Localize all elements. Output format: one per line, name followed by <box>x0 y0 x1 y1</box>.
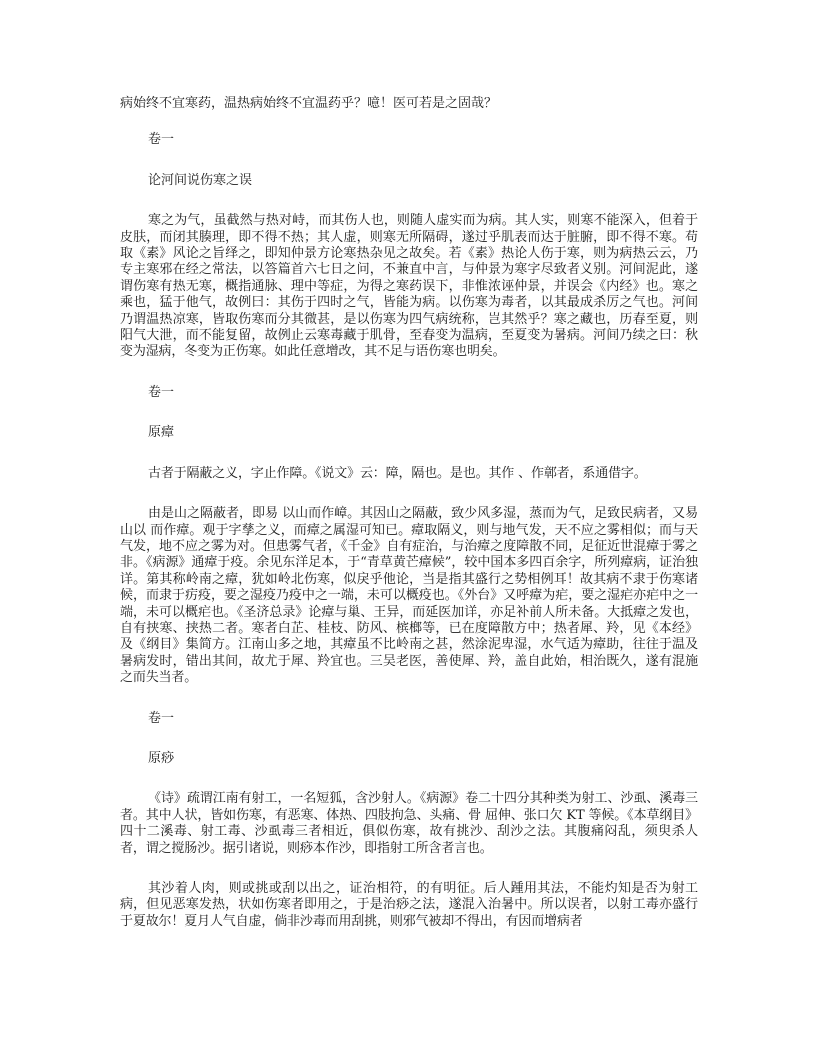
document-page <box>120 96 698 930</box>
volume-heading: 卷一 <box>148 132 175 148</box>
body-paragraph: 古者于隔蔽之义，字止作障。《说文》云：障，隔也。是也。其作 、作鄣者，系通借字。 <box>148 465 647 481</box>
body-paragraph: 由是山之隔蔽者，即易 以山而作嶂。其因山之隔蔽，致少风多湿，蒸而为气，足致民病者，又易山以 而作瘴。观于字孳之义，而瘴之属湿可知已。瘴取隔义，则与地气发，天不应之雾相似；而与天气发，地不应之雾为对。但患雾气者，《千金》自有症治，与治瘴之度障散不同，足征近世混瘴于雾之非。《病源》通瘴于疫。余见东洋足本，于“青草黄芒瘴候”，较中国本多四百余字，所列瘴病，证治独详。第其称岭南之瘴，犹如岭北伤寒，似戾乎他论，当是指其盛行之势相例耳！故其病不隶于伤寒诸候，而隶于疠疫，要之湿疫乃疫中之一端，未可以概疫也。《外台》又呼瘴为疟，要之湿疟亦疟中之一端，未可以概疟也。《圣济总录》论瘴与巢、王异，而延医加详，亦足补前人所未备。大抵瘴之发也，自有挟寒、挟热二者。寒者白芷、桂枝、防风、槟榔等，已在度障散方中；热者犀、羚，见《本经》及《纲目》集简方。江南山多之地，其瘴虽不比岭南之甚，然涂泥卑湿，水气适为瘴助，往往于温及暑病发时，错出其间，故尤于犀、羚宜也。三吴老医，善使犀、羚，盖自此始，相治既久，遂有混施之而失当者。 <box>120 506 698 686</box>
volume-heading: 卷一 <box>148 710 175 726</box>
section-title: 论河间说伤寒之误 <box>148 172 253 188</box>
volume-heading: 卷一 <box>148 384 175 400</box>
body-paragraph: 《诗》疏谓江南有射工，一名短狐，含沙射人。《病源》卷二十四分其种类为射工、沙虱、溪毒三者。其中人状，皆如伤寒，有恶寒、体热、四肢拘急、头痛、骨 屈伸、张口欠 KT 等候。《本草纲目》四十二溪毒、射工毒、沙虱毒三者相近，俱似伤寒，故有挑沙、刮沙之法。其腹痛闷乱，须臾杀人者，谓之搅肠沙。据引诸说，则痧本作沙，即指射工所含者言也。 <box>120 791 698 856</box>
body-paragraph: 其沙着人肉，则或挑或刮以出之，证治相符，的有明征。后人踵用其法，不能灼知是否为射工病，但见恶寒发热，状如伤寒者即用之，于是治痧之法，遂混入治暑中。所以误者，以射工毒亦盛行于夏故尔！夏月人气自虚，倘非沙毒而用刮挑，则邪气被却不得出，有因而增病者 <box>120 881 698 929</box>
body-paragraph: 寒之为气，虽截然与热对峙，而其伤人也，则随人虚实而为病。其人实，则寒不能深入，但着于皮肤，而闭其腠理，即不得不热；其人虚，则寒无所隔碍，遂过乎肌表而达于脏腑，即不得不寒。苟取《素》风论之旨绎之，即知仲景方论寒热杂见之故矣。若《素》热论人伤于寒，则为病热云云，乃专主寒邪在经之常法，以答篇首六七日之问，不兼直中言，与仲景为寒字尽致者义别。河间泥此，遂谓伤寒有热无寒，概指通脉、理中等症，为得之寒药误下，非惟浓诬仲景，并误会《内经》也。寒之乘也，猛于他气，故例曰：其伤于四时之气，皆能为病。以伤寒为毒者，以其最成杀厉之气也。河间乃谓温热凉寒，皆取伤寒而分其微甚，是以伤寒为四气病统称，岂其然乎？寒之藏也，历春至夏，则阳气大泄，而不能复留，故例止云寒毒藏于肌骨，至春变为温病，至夏变为暑病。河间乃续之曰：秋变为湿病，冬变为正伤寒。如此任意增改，其不足与语伤寒也明矣。 <box>120 213 698 360</box>
opening-line: 病始终不宜寒药，温热病始终不宜温药乎？噫！医可若是之固哉？ <box>120 96 498 111</box>
section-title: 原瘴 <box>148 425 175 441</box>
section-title: 原痧 <box>148 750 175 766</box>
